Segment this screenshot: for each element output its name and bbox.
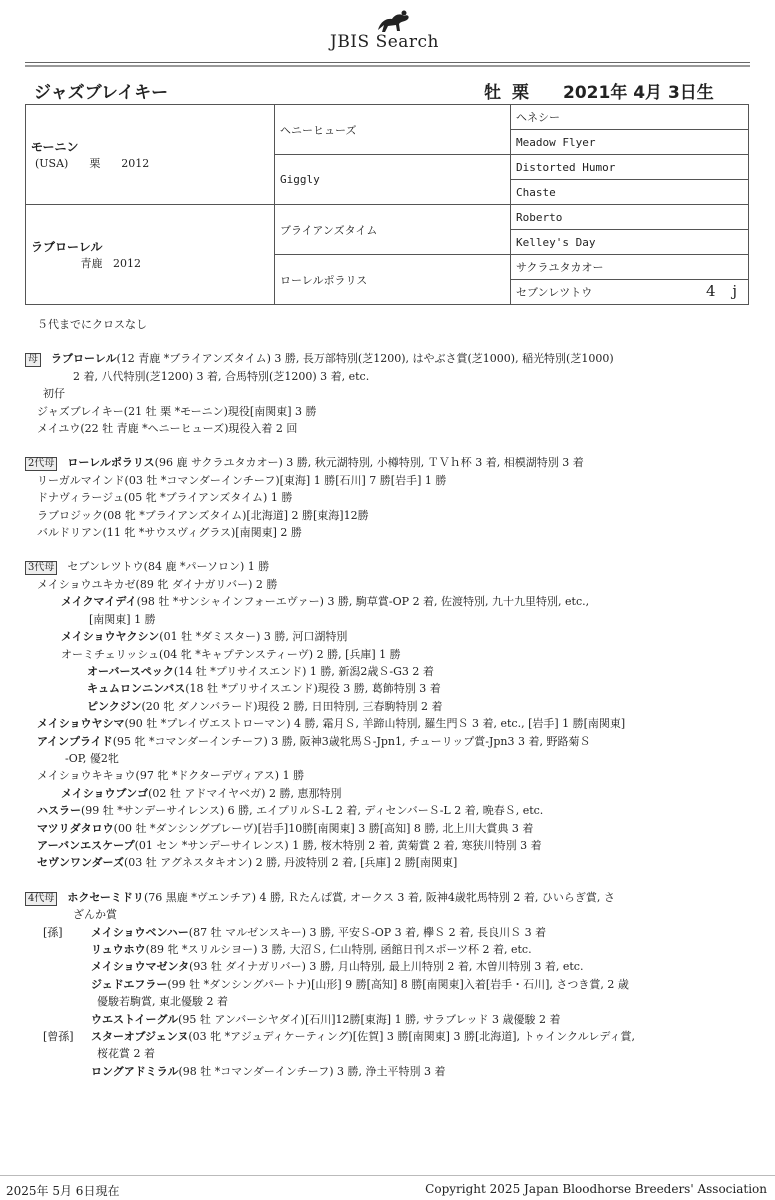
notable-horse-name[interactable]: ホクセーミドリ — [67, 890, 144, 904]
family-line — [25, 820, 755, 837]
family-line — [25, 924, 755, 941]
horse-record-text: (03 牡 アグネスタキオン) 2 勝, 丹波特別 2 着, [兵庫] 2 勝[南関東] — [124, 856, 458, 870]
family-line — [25, 385, 755, 402]
horse-record-text: オーミチェリッシュ(04 牝 *キャプテンスティーヴ) 2 勝, [兵庫] 1 勝 — [61, 647, 401, 661]
family-line — [25, 403, 755, 420]
logo-text: JBIS Search — [330, 32, 440, 52]
horse-name: ジャズブレイキー — [34, 83, 169, 103]
horse-record-text: (99 牡 *ダンシングパートナ)[山形] 9 勝[高知] 8 勝[南関東]入着[岩手・石川], さつき賞, 2 歳 — [167, 977, 629, 991]
family-line — [25, 1028, 755, 1045]
horse-record-text: (90 牡 *プレイヴエストローマン) 4 勝, 霜月Ｓ, 羊蹄山特別, 羅生門Ｓ 3 着, etc., [岩手] 1 勝[南関東] — [124, 717, 626, 731]
notable-horse-name[interactable]: メイショウヤクシン — [61, 630, 160, 644]
spacer — [25, 437, 755, 454]
horse-record-text: (89 牝 *スリルシヨー) 3 勝, 大沼Ｓ, 仁山特別, 函館日刊スポーツ杯 2 着, etc. — [145, 943, 532, 956]
generation-tag: 3代母 — [25, 561, 57, 575]
notable-horse-name[interactable]: マツリダタロウ — [37, 821, 114, 835]
horse-record-text: (99 牡 *サンデーサイレンス) 6 勝, エイプリルＳ-L 2 着, ディセンバーＳ-L 2 着, 晩春Ｓ, etc. — [81, 804, 544, 818]
pedigree-sire-cell — [26, 105, 275, 205]
family-line — [25, 1063, 755, 1080]
pedigree-g3-8-cell — [511, 280, 749, 305]
spacer — [25, 333, 755, 350]
horse-record-text: 優駿若駒賞, 東北優駿 2 着 — [97, 995, 228, 1009]
pedigree-g3-3[interactable]: Distorted Humor — [511, 155, 749, 180]
horse-record-text: [南関東] 1 勝 — [89, 612, 156, 626]
horse-record-text: バルドリアン(11 牝 *サウスヴィグラス)[南関東] 2 勝 — [37, 526, 302, 540]
family-line — [25, 767, 755, 784]
pedigree-dam-cell — [26, 205, 275, 305]
cross-note: 4 j — [706, 282, 743, 300]
horse-record-text: メイユウ(22 牡 青鹿 *ヘニーヒューズ)現役入着 2 回 — [37, 422, 298, 436]
horse-record-text: ドナヴィラージュ(05 牝 *ブライアンズタイム) 1 勝 — [37, 491, 293, 505]
generation-tag: 2代母 — [25, 457, 57, 471]
horse-record-text: 初仔 — [43, 387, 65, 401]
horse-sex: 牡 — [484, 83, 501, 103]
family-line — [25, 802, 755, 819]
family-line — [25, 889, 755, 906]
notable-horse-name[interactable]: セヴンワンダーズ — [37, 856, 125, 870]
family-line — [25, 350, 755, 367]
family-line — [25, 976, 755, 993]
family-record — [25, 316, 755, 1080]
dam-detail: 青鹿 2012 — [35, 257, 141, 270]
notable-horse-name[interactable]: ウエストイーグル — [91, 1012, 179, 1026]
pedigree-g3-8[interactable]: セブンレツトウ — [516, 286, 593, 299]
horse-record-text: (18 牡 *プリサイスエンド)現役 3 勝, 葛飾特別 3 着 — [185, 682, 441, 696]
footer-rule — [0, 1175, 775, 1176]
notable-horse-name[interactable]: メイショウマゼンタ — [91, 960, 190, 974]
horse-record-text: リーガルマインド(03 牡 *コマンダーインチーフ)[東海] 1 勝[石川] 7 勝[岩手] 1 勝 — [37, 473, 447, 487]
generation-tag: 母 — [25, 353, 41, 367]
notable-horse-name[interactable]: アインプライド — [37, 734, 113, 748]
pedigree-g3-6[interactable]: Kelley's Day — [511, 230, 749, 255]
pedigree-g3-1[interactable]: ヘネシー — [511, 105, 749, 130]
horse-record-text: (95 牝 *コマンダーインチーフ) 3 勝, 阪神3歳牝馬Ｓ-Jpn1, チューリップ賞-Jpn3 3 着, 野路菊Ｓ — [112, 734, 591, 748]
horse-record-text: (98 牡 *サンシャインフォーエヴァー) 3 勝, 駒草賞-OP 2 着, 佐渡特別, 九十九里特別, etc., — [136, 595, 590, 609]
notable-horse-name[interactable]: ローレルポラリス — [67, 456, 155, 470]
notable-horse-name[interactable]: リュウホウ — [91, 943, 146, 956]
family-line — [25, 715, 755, 732]
notable-horse-name[interactable]: メイショウヤシマ — [37, 717, 125, 731]
horse-record-text: (00 牡 *ダンシングブレーヴ)[岩手]10勝[南関東] 3 勝[高知] 8 勝, 北上川大賞典 3 着 — [113, 821, 534, 835]
family-line — [25, 750, 755, 767]
family-line — [25, 837, 755, 854]
family-line — [25, 993, 755, 1010]
horse-record-text: (12 青鹿 *ブライアンズタイム) 3 勝, 長万部特別(芝1200), はやぶさ賞(芝1000), 稲光特別(芝1000) — [116, 352, 614, 366]
horse-color: 栗 — [512, 83, 529, 103]
family-line — [25, 524, 755, 541]
pedigree-g3-5[interactable]: Roberto — [511, 205, 749, 230]
family-line — [25, 1011, 755, 1028]
family-line — [25, 733, 755, 750]
header-rule-double — [25, 65, 750, 67]
spacer — [25, 872, 755, 889]
family-line — [25, 906, 755, 923]
horse-record-text: (76 黒鹿 *ヴエンチア) 4 勝, Ｒたんぱ賞, オークス 3 着, 阪神4歳牝馬特別 2 着, ひいらぎ賞, さ — [143, 890, 615, 904]
pedigree-g3-2[interactable]: Meadow Flyer — [511, 130, 749, 155]
family-line — [25, 472, 755, 489]
horse-record-text: (03 牝 *アジュディケーティング)[佐賀] 3 勝[南関東] 3 勝[北海道], トゥインクルレディ賞, — [188, 1030, 636, 1044]
horse-record-text: ラブロジック(08 牝 *ブライアンズタイム)[北海道] 2 勝[東海]12勝 — [37, 508, 369, 522]
family-line — [25, 1045, 755, 1062]
horse-record-text: (01 牡 *ダミスター) 3 勝, 河口湖特別 — [159, 630, 348, 644]
notable-horse-name[interactable]: オーバースペック — [87, 664, 174, 678]
family-line — [25, 941, 755, 958]
notable-horse-name[interactable]: ピンクジン — [87, 699, 142, 713]
horse-jockey-icon — [374, 10, 414, 34]
horse-record-text: (87 牡 マルゼンスキー) 3 勝, 平安Ｓ-OP 3 着, 欅Ｓ 2 着, 長良川Ｓ 3 着 — [188, 925, 547, 939]
notable-horse-name[interactable]: メイショウブンゴ — [61, 786, 149, 800]
horse-record-text: (14 牡 *プリサイスエンド) 1 勝, 新潟2歳Ｓ-G3 2 着 — [173, 664, 434, 678]
family-line — [25, 854, 755, 871]
horse-record-text: (20 牝 ダノンバラード)現役 2 勝, 日田特別, 三春駒特別 2 着 — [141, 699, 443, 713]
pedigree-table — [25, 104, 749, 305]
header-rule — [25, 62, 750, 63]
family-line — [25, 558, 755, 575]
family-line — [25, 420, 755, 437]
family-line — [25, 593, 755, 610]
notable-horse-name[interactable]: アーバンエスケープ — [37, 838, 135, 852]
family-line — [25, 680, 755, 697]
family-line — [25, 576, 755, 593]
family-line — [25, 507, 755, 524]
jbis-search-logo[interactable] — [330, 10, 460, 56]
as-of-date: 2025年 5月 6日現在 — [6, 1184, 120, 1198]
family-lines — [25, 350, 755, 1080]
family-line — [25, 785, 755, 802]
horse-birthdate: 2021年 4月 3日生 — [563, 83, 714, 103]
notable-horse-name[interactable]: ジェドエフラー — [91, 977, 168, 991]
relation-label: [曾孫] — [43, 1030, 74, 1044]
notable-horse-name[interactable]: スターオブジェンヌ — [91, 1030, 189, 1044]
horse-record-text: ざんか賞 — [73, 908, 117, 922]
relation-label: [孫] — [43, 925, 63, 939]
pedigree-dam-sire[interactable]: ブライアンズタイム — [275, 205, 511, 255]
horse-record-text: (93 牡 ダイナガリバー) 3 勝, 月山特別, 最上川特別 2 着, 木曽川特別 3 着, etc. — [189, 960, 584, 974]
generation-tag: 4代母 — [25, 892, 57, 906]
family-line — [25, 489, 755, 506]
notable-horse-name[interactable]: ロングアドミラル — [91, 1064, 179, 1078]
notable-horse-name[interactable]: ラブローレル — [51, 352, 117, 366]
dam-name[interactable]: ラブローレル — [31, 240, 103, 254]
pedigree-g3-7[interactable]: サクラユタカオー — [511, 255, 749, 280]
copyright-text: Copyright 2025 Japan Bloodhorse Breeders' Association — [425, 1182, 767, 1196]
horse-record-text: (96 鹿 サクラユタカオー) 3 勝, 秋元湖特別, 小樽特別, ＴＶｈ杯 3 着, 相模湖特別 3 着 — [154, 456, 584, 470]
horse-record-text: (98 牡 *コマンダーインチーフ) 3 勝, 浄土平特別 3 着 — [178, 1064, 446, 1078]
family-line — [25, 958, 755, 975]
family-line — [25, 611, 755, 628]
horse-record-text: (02 牡 アドマイヤベガ) 2 勝, 恵那特別 — [148, 786, 342, 800]
horse-record-text: ジャズブレイキー(21 牡 栗 *モーニン)現役[南関東] 3 勝 — [37, 404, 317, 418]
notable-horse-name[interactable]: キュムロンニンバス — [87, 682, 186, 696]
pedigree-g3-4[interactable]: Chaste — [511, 180, 749, 205]
sire-detail: (USA) 栗 2012 — [35, 157, 150, 170]
sire-name[interactable]: モーニン — [31, 140, 79, 154]
pedigree-sire-dam[interactable]: Giggly — [275, 155, 511, 205]
horse-record-text: -OP, 優2牝 — [65, 751, 119, 765]
horse-record-text: (01 セン *サンデーサイレンス) 1 勝, 桜木特別 2 着, 黄菊賞 2 着, 寒狭川特別 3 着 — [134, 838, 542, 852]
notable-horse-name[interactable]: メイクマイデイ — [61, 595, 137, 609]
horse-record-text: (95 牡 アンバーシヤダイ)[石川]12勝[東海] 1 勝, サラブレッド 3 歳優駿 2 着 — [178, 1012, 561, 1026]
family-line — [25, 368, 755, 385]
horse-record-text: 2 着, 八代特別(芝1200) 3 着, 合馬特別(芝1200) 3 着, etc. — [73, 369, 370, 383]
pedigree-dam-dam[interactable]: ローレルポラリス — [275, 255, 511, 305]
notable-horse-name[interactable]: メイショウベンハー — [91, 925, 189, 939]
spacer — [25, 541, 755, 558]
horse-record-text: メイショウキキョウ(97 牝 *ドクターデヴィアス) 1 勝 — [37, 769, 305, 783]
inbreed-note: ５代までにクロスなし — [37, 318, 147, 331]
pedigree-sire-sire[interactable]: ヘニーヒューズ — [275, 105, 511, 155]
horse-record-text: メイショウユキカゼ(89 牝 ダイナガリバー) 2 勝 — [37, 577, 278, 591]
family-line — [25, 663, 755, 680]
horse-record-text: セブンレツトウ(84 鹿 *パーソロン) 1 勝 — [67, 560, 270, 574]
family-line — [25, 698, 755, 715]
horse-record-text: 桜花賞 2 着 — [97, 1047, 155, 1061]
family-line — [25, 454, 755, 471]
family-line — [25, 646, 755, 663]
family-line — [25, 628, 755, 645]
notable-horse-name[interactable]: ハスラー — [37, 804, 81, 818]
